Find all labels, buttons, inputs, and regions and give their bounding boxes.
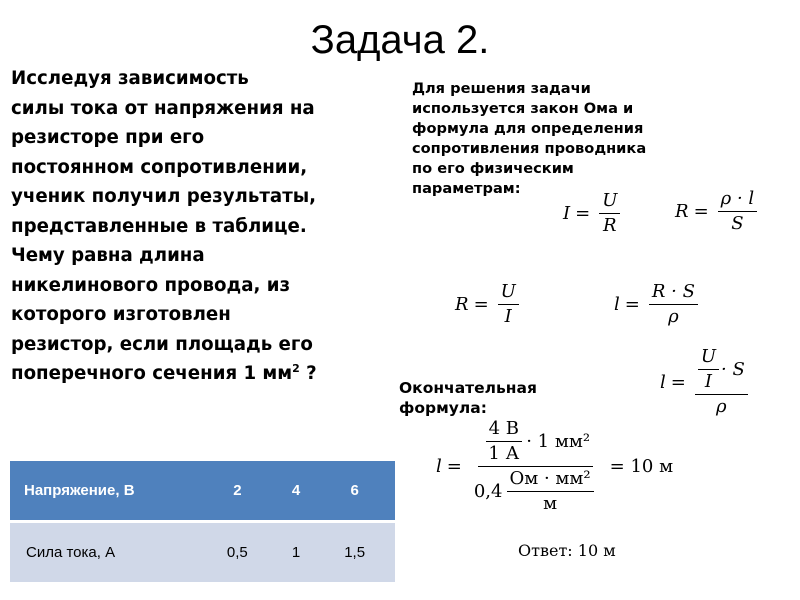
table-row: [10, 522, 395, 583]
question-mark: ?: [299, 363, 317, 384]
problem-line: постоянном сопротивлении,: [11, 156, 308, 178]
numerator: R · S: [649, 281, 698, 305]
inner-numerator: U: [698, 346, 719, 370]
problem-statement: [11, 64, 396, 389]
header-cell: 6: [314, 461, 395, 522]
slide-title: Задача 2.: [310, 18, 490, 62]
table-cell: 1: [278, 522, 315, 583]
formula-lhs: R: [675, 201, 689, 222]
final-formula: [436, 418, 678, 515]
main-numerator: [478, 418, 593, 467]
fraction: [498, 281, 519, 328]
main-fraction: [471, 418, 601, 515]
problem-line: силы тока от напряжения на: [11, 97, 315, 119]
formula-lhs: R: [455, 294, 469, 315]
area-factor: · 1 мм²: [526, 430, 591, 452]
resistivity-coefficient: 0,4: [473, 480, 503, 502]
answer-text: Ответ: 10 м: [518, 541, 616, 560]
inner-fraction: [698, 346, 719, 393]
equals-sign: =: [473, 294, 489, 315]
denominator: I: [504, 306, 512, 327]
resistance-from-ohm-formula: [455, 281, 523, 328]
hint-line: сопротивления проводника: [412, 140, 647, 157]
problem-line: Исследуя зависимость: [11, 68, 249, 89]
ohm-law-formula: [563, 190, 624, 237]
problem-line: представленные в таблице.: [11, 215, 307, 237]
numerator-tail: · S: [721, 358, 745, 380]
label-line: формула:: [399, 399, 487, 417]
hint-line: по его физическим: [412, 160, 574, 177]
equals-sign: =: [446, 456, 462, 477]
problem-line: резистор, если площадь его: [11, 333, 313, 355]
equals-sign: =: [624, 294, 640, 315]
main-denominator: [471, 467, 601, 515]
current-value: 1 А: [488, 443, 520, 464]
equals-sign: =: [670, 371, 686, 393]
table-cell: Сила тока, А: [10, 522, 197, 583]
fraction: [649, 281, 698, 328]
numerator: [695, 346, 748, 395]
label-line: Окончательная: [399, 379, 537, 397]
problem-line: резисторе при его: [11, 127, 205, 148]
numerator: U: [498, 281, 519, 305]
resistivity-units-fraction: [507, 468, 594, 515]
units-numerator: Ом · мм²: [507, 468, 594, 492]
denominator: S: [731, 213, 744, 234]
fraction: [599, 190, 620, 237]
numerator: ρ · l: [718, 188, 758, 212]
final-formula-label: [399, 378, 599, 418]
header-cell: 4: [278, 461, 315, 522]
formula-lhs: l: [660, 371, 666, 393]
problem-line: никелинового провода, из: [11, 274, 291, 296]
table-header-row: [10, 461, 395, 522]
problem-line: которого изготовлен: [11, 304, 231, 325]
formula-lhs: l: [614, 294, 620, 315]
data-table: [10, 461, 395, 582]
hint-line: Для решения задачи: [412, 80, 591, 97]
solution-hint: [412, 79, 742, 199]
superscript: 2: [292, 361, 300, 375]
table-cell: 1,5: [314, 522, 395, 583]
header-cell: Напряжение, В: [10, 461, 197, 522]
combined-length-formula: [660, 346, 752, 418]
hint-line: формула для определения: [412, 120, 644, 137]
problem-line: Чему равна длина: [11, 245, 205, 266]
problem-text: поперечного сечения 1 мм: [11, 363, 293, 384]
units-denominator: м: [543, 493, 558, 514]
voltage-current-fraction: [485, 418, 522, 465]
formula-lhs: I: [563, 203, 571, 224]
length-formula: [614, 281, 702, 328]
numerator: U: [599, 190, 620, 214]
resistance-formula: [675, 188, 761, 235]
problem-line: ученик получил результаты,: [11, 186, 317, 207]
fraction: [718, 188, 758, 235]
hint-line: параметрам:: [412, 180, 521, 197]
hint-line: используется закон Ома и: [412, 100, 634, 117]
problem-line-last: [11, 359, 396, 389]
formula-lhs: l: [436, 456, 442, 477]
table-cell: 0,5: [197, 522, 278, 583]
fraction: [695, 346, 748, 418]
inner-denominator: I: [704, 371, 712, 392]
equals-sign: =: [575, 203, 591, 224]
denominator: R: [603, 215, 617, 236]
denominator: ρ: [668, 306, 679, 327]
equals-sign: =: [693, 201, 709, 222]
voltage-value: 4 В: [486, 418, 522, 442]
formula-result: = 10 м: [609, 456, 674, 477]
header-cell: 2: [197, 461, 278, 522]
denominator: ρ: [716, 396, 727, 417]
